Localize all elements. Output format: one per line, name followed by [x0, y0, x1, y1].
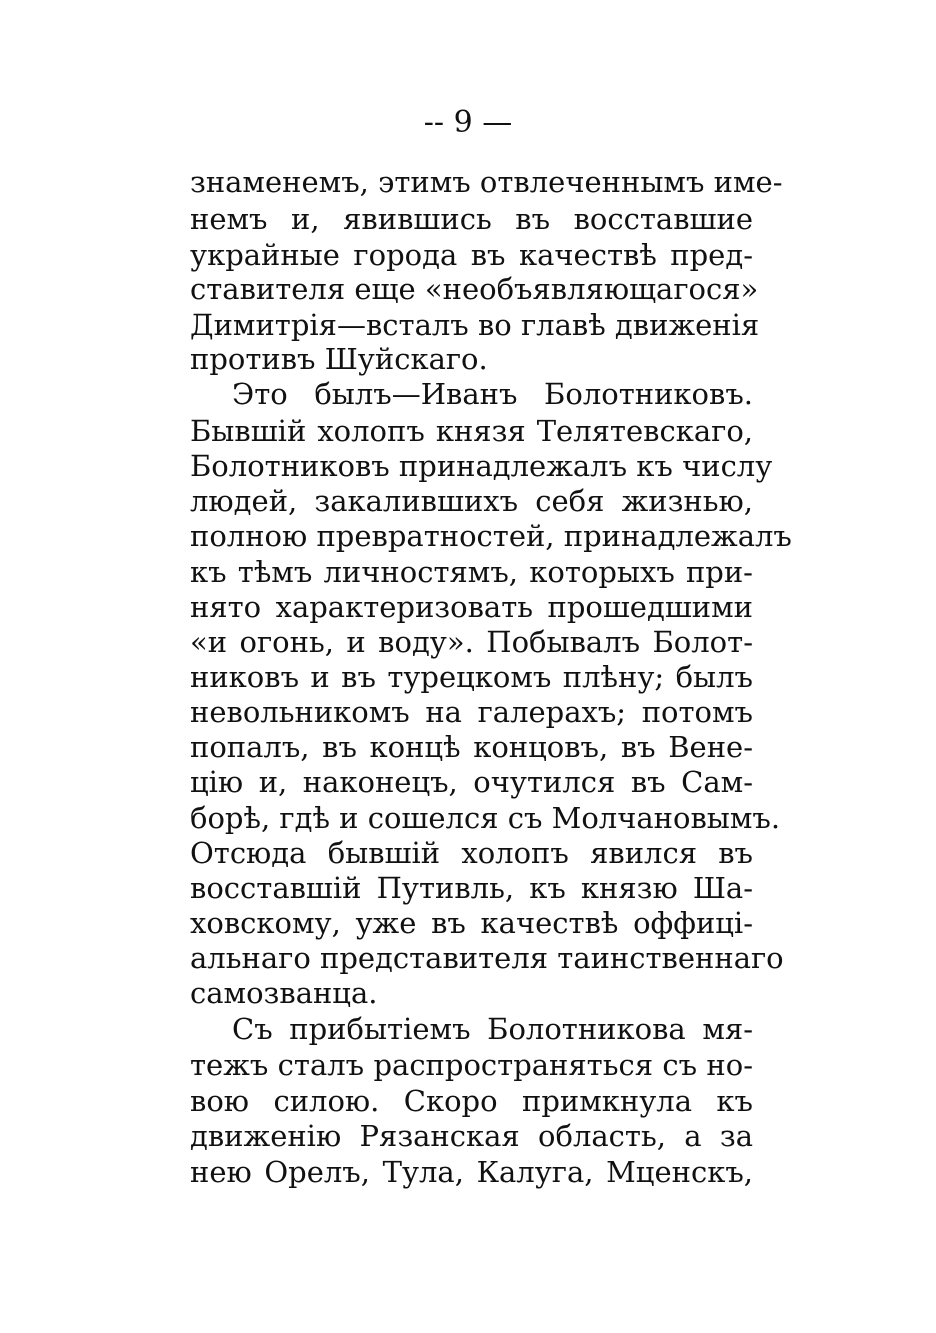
page-number: -- 9 — [423, 105, 513, 140]
text-line-10: людей, закалившихъ себя жизнью, [190, 484, 753, 518]
text-line-13: нято характеризовать прошедшими [190, 590, 753, 624]
text-line-6: противъ Шуйскаго. [190, 342, 488, 376]
text-line-29: нею Орелъ, Тула, Калуга, Мценскъ, [190, 1155, 753, 1189]
text-line-16: невольникомъ на галерахъ; потомъ [190, 695, 753, 729]
text-line-3: украйные города въ качествѣ пред- [190, 238, 753, 272]
text-line-19: борѣ, гдѣ и сошелся съ Молчановымъ. [190, 801, 781, 835]
text-line-17: попалъ, въ концѣ концовъ, въ Вене- [190, 730, 753, 764]
text-line-27: вою силою. Скоро примкнула къ [190, 1084, 753, 1118]
text-line-23: альнаго представителя таинственнаго [190, 941, 784, 975]
text-line-26: тежъ сталъ распространяться съ но- [190, 1048, 753, 1082]
text-line-4: ставителя еще «необъявляющагося» [190, 272, 759, 306]
text-line-21: восставшій Путивль, къ князю Ша- [190, 871, 753, 905]
text-line-9: Болотниковъ принадлежалъ къ числу [190, 449, 773, 483]
text-line-7: Это былъ—Иванъ Болотниковъ. [232, 377, 753, 411]
text-line-12: къ тѣмъ личностямъ, которыхъ при- [190, 555, 753, 589]
text-line-28: движенію Рязанская область, а за [190, 1119, 753, 1153]
text-line-25: Съ прибытіемъ Болотникова мя- [232, 1012, 753, 1046]
text-line-15: никовъ и въ турецкомъ плѣну; былъ [190, 660, 753, 694]
text-line-2: немъ и, явившись въ восставшие [190, 202, 753, 236]
text-line-18: цію и, наконецъ, очутился въ Сам- [190, 765, 753, 799]
text-line-5: Димитрія—всталъ во главѣ движенія [190, 308, 760, 342]
text-line-8: Бывшій холопъ князя Телятевскаго, [190, 414, 753, 448]
text-line-1: знаменемъ, этимъ отвлеченнымъ име- [190, 165, 783, 199]
text-line-24: самозванца. [190, 976, 378, 1010]
text-line-14: «и огонь, и воду». Побывалъ Болот- [190, 625, 753, 659]
text-line-11: полною превратностей, принадлежалъ [190, 519, 792, 553]
text-line-20: Отсюда бывшій холопъ явился въ [190, 836, 753, 870]
text-line-22: ховскому, уже въ качествѣ оффиці- [190, 906, 753, 940]
